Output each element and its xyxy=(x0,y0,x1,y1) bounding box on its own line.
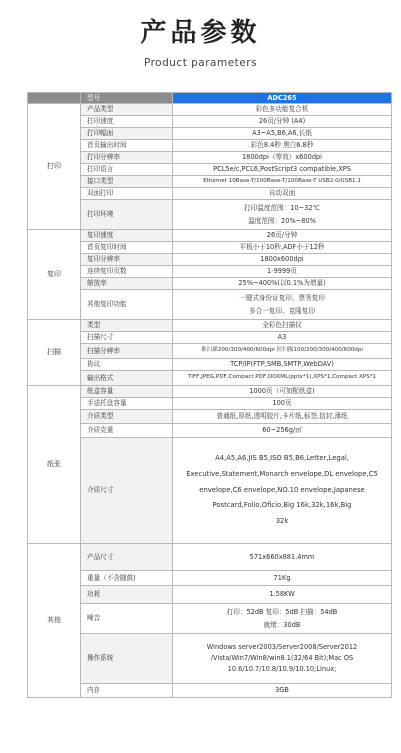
table-row xyxy=(28,359,392,371)
spec-value-cell xyxy=(173,359,392,371)
spec-value-line: 打印温度范围：10~32℃ xyxy=(244,203,320,212)
spec-value-line: envelope,C6 envelope,NO.10 envelope,Japanese xyxy=(199,485,365,494)
spec-value-line: 1800dpi（等效）x600dpi xyxy=(241,153,323,162)
table-row xyxy=(28,438,392,544)
spec-label-cell: 首页复印时间 xyxy=(81,242,173,254)
spec-value-cell xyxy=(173,164,392,176)
spec-value-line: 打印：52dB 复印：5dB 扫描：54dB xyxy=(226,607,338,616)
spec-value-cell xyxy=(173,410,392,424)
header-label-cell: 型号 xyxy=(81,93,173,104)
spec-value-line: 571x660x881.4mm xyxy=(249,552,315,561)
table-row xyxy=(28,684,392,698)
spec-label-cell: 打印环境 xyxy=(81,200,173,230)
spec-value-cell xyxy=(173,254,392,266)
spec-label-cell: 介质尺寸 xyxy=(81,438,173,544)
table-row xyxy=(28,200,392,230)
table-row xyxy=(28,386,392,398)
spec-value-line: 1-9999页 xyxy=(267,267,297,276)
spec-label-cell: 打印幅面 xyxy=(81,128,173,140)
table-row xyxy=(28,230,392,242)
table-row xyxy=(28,344,392,359)
spec-value-line: A3 xyxy=(277,333,287,342)
spec-label-cell: 打印速度 xyxy=(81,116,173,128)
spec-label-cell: 重量（不含随鼓) xyxy=(81,571,173,586)
spec-value-line: 71Kg xyxy=(273,573,291,582)
spec-value-line: 平板小于10秒,ADF小于12秒 xyxy=(239,243,325,252)
spec-value-cell xyxy=(173,586,392,604)
spec-label-cell: 打印语言 xyxy=(81,164,173,176)
spec-label-cell: 噪音 xyxy=(81,604,173,634)
header-blank-cell xyxy=(28,93,81,104)
spec-table xyxy=(27,92,392,698)
spec-label-cell: 协议 xyxy=(81,359,173,371)
spec-value-cell xyxy=(173,116,392,128)
spec-value-cell xyxy=(173,332,392,344)
table-row xyxy=(28,290,392,320)
spec-value-cell xyxy=(173,278,392,290)
spec-label-cell: 功耗 xyxy=(81,586,173,604)
spec-value-cell xyxy=(173,290,392,320)
spec-value-line: 温度范围：20%~80% xyxy=(248,216,316,225)
spec-value-cell xyxy=(173,438,392,544)
page-subtitle: Product parameters xyxy=(143,57,258,69)
spec-value-line: 一键式身份证复印、票务复印 xyxy=(239,293,325,302)
section-category-cell: 纸张 xyxy=(28,386,81,544)
table-row xyxy=(28,371,392,386)
spec-value-line: A4,A5,A6,JIS B5,ISO B5,B6,Letter,Legal, xyxy=(215,454,349,463)
table-row xyxy=(28,634,392,684)
spec-value-line: 1000页（可加配纸盒) xyxy=(249,387,315,396)
spec-value-line: 26页/分钟 xyxy=(266,231,298,240)
table-row xyxy=(28,398,392,410)
table-row xyxy=(28,586,392,604)
spec-label-cell: 缩放率 xyxy=(81,278,173,290)
spec-label-cell: 复印分辨率 xyxy=(81,254,173,266)
spec-value-line: 100页 xyxy=(272,399,292,408)
spec-value-cell xyxy=(173,604,392,634)
spec-value-cell xyxy=(173,152,392,164)
spec-label-cell: 打印分辨率 xyxy=(81,152,173,164)
table-row xyxy=(28,242,392,254)
spec-value-line: 彩色8.4秒 黑白6.8秒 xyxy=(250,141,314,150)
section-category-cell: 其他 xyxy=(28,544,81,698)
spec-label-cell: 首页输出时间 xyxy=(81,140,173,152)
spec-value-line: TIFF,JPEG,PDF,Compact PDF,OOXML(pptx*1),XPS*1,Compact XPS*1 xyxy=(187,374,377,381)
spec-value-cell xyxy=(173,371,392,386)
spec-label-cell: 手送托盘容量 xyxy=(81,398,173,410)
header-model-cell: ADC265 xyxy=(173,93,392,104)
spec-value-cell xyxy=(173,140,392,152)
spec-value-line: Ethemet 10Base-T/100Base-T/100Base-T USB2.0/USB1.1 xyxy=(203,177,361,184)
spec-label-cell: 双面打印 xyxy=(81,188,173,200)
spec-value-cell xyxy=(173,230,392,242)
spec-value-cell xyxy=(173,176,392,188)
table-row xyxy=(28,604,392,634)
section-category-cell: 复印 xyxy=(28,230,81,320)
table-row xyxy=(28,128,392,140)
spec-label-cell: 纸盒容量 xyxy=(81,386,173,398)
spec-label-cell: 接口类型 xyxy=(81,176,173,188)
spec-value-line: 3GB xyxy=(275,686,289,695)
table-row xyxy=(28,571,392,586)
spec-value-line: 25%~400%(以0.1%为增量) xyxy=(238,279,326,288)
spec-value-line: TCP/IP(FTP,SMB,SMTP,WebDAV) xyxy=(230,360,334,369)
spec-value-line: A3~A5,B6,A6,长纸 xyxy=(252,129,312,138)
table-row xyxy=(28,254,392,266)
spec-label-cell: 复印速度 xyxy=(81,230,173,242)
page-title: 产品参数 xyxy=(140,18,261,48)
spec-value-line: 全彩色扫描仪 xyxy=(262,321,302,330)
spec-label-cell: 连续复印页数 xyxy=(81,266,173,278)
spec-value-line: Windows server2003/Server2008/Server2012 xyxy=(206,642,358,651)
table-row xyxy=(28,140,392,152)
spec-value-line: 10.6/10.7/10.8/10.9/10.10;Linux; xyxy=(227,665,337,674)
spec-value-cell xyxy=(173,320,392,332)
spec-value-line: 自动双面 xyxy=(268,189,296,198)
spec-value-cell xyxy=(173,104,392,116)
spec-label-cell: 介质类型 xyxy=(81,410,173,424)
table-row xyxy=(28,266,392,278)
spec-value-line: 推扫描200/300/400/600dpi 拉扫描100/200/300/400/600dpi xyxy=(201,347,363,354)
spec-label-cell: 产品尺寸 xyxy=(81,544,173,571)
spec-value-cell xyxy=(173,242,392,254)
table-row xyxy=(28,410,392,424)
table-row xyxy=(28,104,392,116)
table-row xyxy=(28,278,392,290)
spec-value-line: 32k xyxy=(275,516,289,525)
section-category-cell: 打印 xyxy=(28,104,81,230)
spec-value-cell xyxy=(173,200,392,230)
spec-value-cell xyxy=(173,571,392,586)
spec-label-cell: 扫描尺寸 xyxy=(81,332,173,344)
spec-label-cell: 介质克重 xyxy=(81,424,173,438)
spec-value-cell xyxy=(173,634,392,684)
table-row xyxy=(28,424,392,438)
table-row xyxy=(28,188,392,200)
spec-value-cell xyxy=(173,128,392,140)
spec-value-line: /Vista/Win7/Win8/win8.1(32/64 Bit);Mac OS xyxy=(210,653,354,662)
table-row xyxy=(28,544,392,571)
spec-value-cell xyxy=(173,386,392,398)
spec-value-line: 1.58KW xyxy=(269,590,295,599)
table-row xyxy=(28,164,392,176)
spec-value-line: PCL5e/c,PCL6,PostScript3 compatible,XPS xyxy=(213,165,351,174)
spec-value-line: 就绪：30dB xyxy=(263,620,301,629)
spec-label-cell: 扫描分辨率 xyxy=(81,344,173,359)
section-category-cell: 扫描 xyxy=(28,320,81,386)
spec-value-line: 26页/分钟 (A4) xyxy=(258,117,306,126)
spec-value-cell xyxy=(173,544,392,571)
spec-label-cell: 输出格式 xyxy=(81,371,173,386)
spec-value-cell xyxy=(173,344,392,359)
spec-value-cell xyxy=(173,188,392,200)
table-row xyxy=(28,116,392,128)
spec-label-cell: 类型 xyxy=(81,320,173,332)
spec-value-cell xyxy=(173,424,392,438)
spec-value-cell xyxy=(173,266,392,278)
spec-label-cell: 产品类型 xyxy=(81,104,173,116)
spec-label-cell: 其他复印功能 xyxy=(81,290,173,320)
spec-value-line: 1800x600dpi xyxy=(260,255,304,264)
table-row xyxy=(28,320,392,332)
spec-value-line: Executive,Statement,Monarch envelope,DL envelope,C5 xyxy=(186,470,378,479)
spec-value-line: 60~256g/㎡ xyxy=(262,426,302,435)
table-header-row xyxy=(28,93,392,104)
spec-value-line: 多合一复印、克隆复印 xyxy=(249,306,315,315)
spec-value-line: Postcard,Folio,Oficio,Big 16k,32k,16k,Big xyxy=(212,501,352,510)
spec-label-cell: 操作系统 xyxy=(81,634,173,684)
spec-value-line: 彩色多功能复合机 xyxy=(255,105,309,114)
spec-value-cell xyxy=(173,398,392,410)
spec-value-line: 普通纸,厚纸,透明胶片,卡片纸,标签,信封,薄纸 xyxy=(216,412,348,421)
spec-value-cell xyxy=(173,684,392,698)
table-row xyxy=(28,176,392,188)
spec-label-cell: 内存 xyxy=(81,684,173,698)
table-row xyxy=(28,152,392,164)
table-row xyxy=(28,332,392,344)
